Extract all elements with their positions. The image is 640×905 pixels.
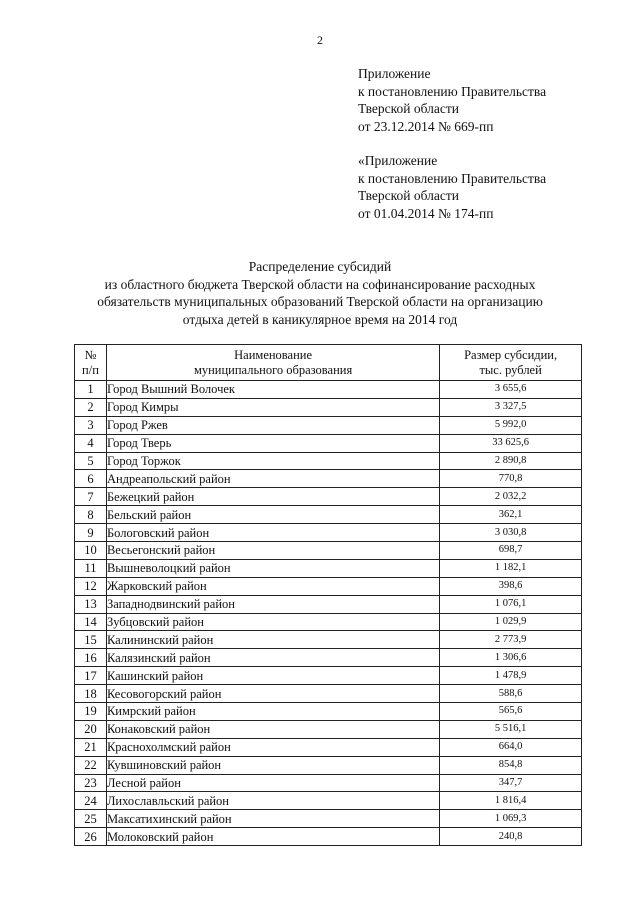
- appendix-original-line3: Тверской области: [358, 188, 459, 203]
- row-number: 8: [75, 506, 107, 524]
- table-row: [75, 649, 582, 667]
- row-number: 7: [75, 488, 107, 506]
- table-row: [75, 559, 582, 577]
- table-row: [75, 434, 582, 452]
- appendix-current: [358, 65, 546, 135]
- row-amount: 3 655,6: [440, 381, 582, 399]
- row-number: 16: [75, 649, 107, 667]
- title-line1: Распределение субсидий: [248, 259, 392, 274]
- row-amount: 398,6: [440, 577, 582, 595]
- row-number: 19: [75, 703, 107, 721]
- row-amount: 1 029,9: [440, 613, 582, 631]
- row-amount: 2 890,8: [440, 452, 582, 470]
- row-municipality: Кашинский район: [106, 667, 439, 685]
- row-amount: 362,1: [440, 506, 582, 524]
- row-amount: 1 182,1: [440, 559, 582, 577]
- row-number: 10: [75, 542, 107, 560]
- row-municipality: Кимрский район: [106, 703, 439, 721]
- row-amount: 2 773,9: [440, 631, 582, 649]
- row-number: 5: [75, 452, 107, 470]
- row-amount: 347,7: [440, 774, 582, 792]
- header-name: [106, 345, 439, 381]
- row-amount: 3 327,5: [440, 398, 582, 416]
- title-line2: из областного бюджета Тверской области на софинансирование расходных: [104, 276, 536, 292]
- table-row: [75, 738, 582, 756]
- row-amount: 5 516,1: [440, 720, 582, 738]
- table-row: [75, 524, 582, 542]
- header-number-line2: п/п: [82, 362, 99, 377]
- header-number-line1: №: [84, 347, 97, 362]
- table-row: [75, 756, 582, 774]
- row-municipality: Максатихинский район: [106, 810, 439, 828]
- row-municipality: Жарковский район: [106, 577, 439, 595]
- row-number: 9: [75, 524, 107, 542]
- table-row: [75, 452, 582, 470]
- row-municipality: Калязинский район: [106, 649, 439, 667]
- row-municipality: Кесовогорский район: [106, 685, 439, 703]
- row-amount: 854,8: [440, 756, 582, 774]
- page-number: 2: [317, 33, 323, 47]
- row-amount: 664,0: [440, 738, 582, 756]
- row-amount: 3 030,8: [440, 524, 582, 542]
- table-row: [75, 416, 582, 434]
- appendix-current-line1: Приложение: [358, 66, 431, 81]
- row-municipality: Вышневолоцкий район: [106, 559, 439, 577]
- row-amount: 1 076,1: [440, 595, 582, 613]
- header-number: [75, 345, 107, 381]
- row-amount: 2 032,2: [440, 488, 582, 506]
- row-municipality: Краснохолмский район: [106, 738, 439, 756]
- row-number: 18: [75, 685, 107, 703]
- table-row: [75, 381, 582, 399]
- row-amount: 1 478,9: [440, 667, 582, 685]
- table-row: [75, 720, 582, 738]
- row-municipality: Кувшиновский район: [106, 756, 439, 774]
- row-amount: 33 625,6: [440, 434, 582, 452]
- table-row: [75, 810, 582, 828]
- row-number: 24: [75, 792, 107, 810]
- header-name-line1: Наименование: [234, 347, 313, 362]
- title-line4: отдыха детей в каникулярное время на 2014 год: [182, 311, 458, 327]
- row-number: 4: [75, 434, 107, 452]
- document-title: [40, 258, 600, 328]
- row-municipality: Бежецкий район: [106, 488, 439, 506]
- row-number: 3: [75, 416, 107, 434]
- subsidy-table: [74, 344, 582, 846]
- row-amount: 698,7: [440, 542, 582, 560]
- row-number: 12: [75, 577, 107, 595]
- row-amount: 565,6: [440, 703, 582, 721]
- appendix-original-line2: к постановлению Правительства: [358, 170, 547, 186]
- row-municipality: Бельский район: [106, 506, 439, 524]
- row-number: 1: [75, 381, 107, 399]
- table-row: [75, 488, 582, 506]
- row-municipality: Весьегонский район: [106, 542, 439, 560]
- title-line3: обязательств муниципальных образований Тверской области на организацию: [97, 294, 543, 309]
- table-row: [75, 577, 582, 595]
- appendix-current-line2: к постановлению Правительства: [358, 83, 547, 99]
- row-municipality: Город Тверь: [106, 434, 439, 452]
- table-row: [75, 667, 582, 685]
- row-amount: 770,8: [440, 470, 582, 488]
- table-header-row: [75, 345, 582, 381]
- row-number: 15: [75, 631, 107, 649]
- appendix-original-line4: от 01.04.2014 № 174-пп: [358, 205, 494, 221]
- row-amount: 5 992,0: [440, 416, 582, 434]
- appendix-original-line1: «Приложение: [358, 153, 438, 168]
- row-number: 11: [75, 559, 107, 577]
- table-row: [75, 506, 582, 524]
- row-number: 26: [75, 828, 107, 846]
- row-municipality: Зубцовский район: [106, 613, 439, 631]
- row-municipality: Андреапольский район: [106, 470, 439, 488]
- row-number: 17: [75, 667, 107, 685]
- header-name-line2: муниципального образования: [193, 362, 353, 377]
- row-amount: 240,8: [440, 828, 582, 846]
- row-amount: 1 816,4: [440, 792, 582, 810]
- table-row: [75, 631, 582, 649]
- row-municipality: Город Вышний Волочек: [106, 381, 439, 399]
- table-row: [75, 792, 582, 810]
- row-number: 20: [75, 720, 107, 738]
- row-municipality: Молоковский район: [106, 828, 439, 846]
- table-row: [75, 703, 582, 721]
- row-amount: 1 069,3: [440, 810, 582, 828]
- row-municipality: Бологовский район: [106, 524, 439, 542]
- appendix-original: [358, 152, 546, 222]
- table-row: [75, 470, 582, 488]
- row-number: 23: [75, 774, 107, 792]
- table-row: [75, 595, 582, 613]
- table-row: [75, 398, 582, 416]
- appendix-current-line3: Тверской области: [358, 101, 459, 116]
- table-row: [75, 542, 582, 560]
- row-number: 13: [75, 595, 107, 613]
- row-number: 14: [75, 613, 107, 631]
- row-municipality: Город Ржев: [106, 416, 439, 434]
- header-amount-line2: тыс. рублей: [479, 362, 542, 377]
- table-row: [75, 613, 582, 631]
- header-amount: [440, 345, 582, 381]
- row-number: 6: [75, 470, 107, 488]
- header-amount-line1: Размер субсидии,: [464, 347, 558, 362]
- row-municipality: Лесной район: [106, 774, 439, 792]
- row-municipality: Конаковский район: [106, 720, 439, 738]
- table-row: [75, 828, 582, 846]
- row-number: 2: [75, 398, 107, 416]
- row-municipality: Калининский район: [106, 631, 439, 649]
- row-number: 22: [75, 756, 107, 774]
- row-municipality: Западнодвинский район: [106, 595, 439, 613]
- table-row: [75, 774, 582, 792]
- row-number: 25: [75, 810, 107, 828]
- row-number: 21: [75, 738, 107, 756]
- row-municipality: Город Кимры: [106, 398, 439, 416]
- row-municipality: Лихославльский район: [106, 792, 439, 810]
- row-municipality: Город Торжок: [106, 452, 439, 470]
- table-row: [75, 685, 582, 703]
- row-amount: 1 306,6: [440, 649, 582, 667]
- row-amount: 588,6: [440, 685, 582, 703]
- appendix-current-line4: от 23.12.2014 № 669-пп: [358, 118, 494, 134]
